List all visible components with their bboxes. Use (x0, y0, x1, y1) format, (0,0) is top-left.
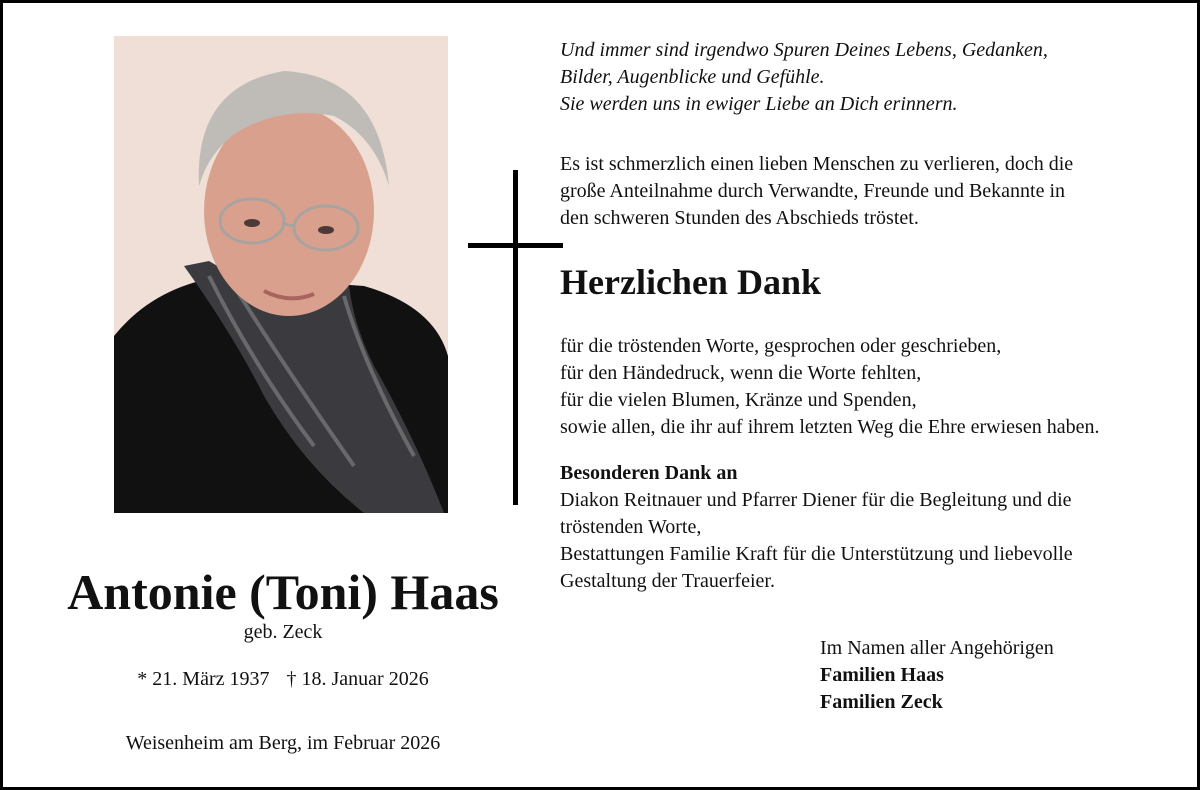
special-thanks-line: Gestaltung der Trauerfeier. (560, 570, 775, 592)
maiden-name: geb. Zeck (243, 621, 323, 643)
thanks-line: sowie allen, die ihr auf ihrem letzten Weg die Ehre erwiesen haben. (560, 416, 1100, 438)
cross-icon (468, 170, 563, 505)
poem-line: Sie werden uns in ewiger Liebe an Dich erinnern. (560, 93, 958, 115)
special-thanks-line: Bestattungen Familie Kraft für die Unterstützung und liebevolle (560, 543, 1073, 565)
special-thanks-title: Besonderen Dank an (560, 462, 738, 484)
intro-line: große Anteilnahme durch Verwandte, Freunde und Bekannte in (560, 180, 1066, 202)
poem-line: Und immer sind irgendwo Spuren Deines Lebens, Gedanken, (560, 39, 1048, 61)
thanks-heading: Herzlichen Dank (560, 262, 821, 302)
family-name: Familien Zeck (820, 691, 943, 713)
special-thanks-line: Diakon Reitnauer und Pfarrer Diener für die Begleitung und die (560, 489, 1072, 511)
family-name: Familien Haas (820, 664, 944, 686)
thanks-text (560, 333, 1099, 441)
thanks-line: für den Händedruck, wenn die Worte fehlten, (560, 362, 922, 384)
signature (820, 635, 1054, 716)
signature-intro: Im Namen aller Angehörigen (820, 637, 1054, 659)
death-date: † 18. Januar 2026 (286, 668, 429, 690)
birth-date: * 21. März 1937 (137, 668, 270, 690)
intro-line: Es ist schmerzlich einen lieben Menschen zu verlieren, doch die (560, 153, 1074, 175)
special-thanks-line: tröstenden Worte, (560, 516, 702, 538)
poem-line: Bilder, Augenblicke und Gefühle. (560, 66, 825, 88)
poem (560, 37, 1048, 118)
life-dates (3, 667, 563, 691)
intro-text (560, 151, 1073, 232)
portrait-photo (114, 36, 448, 513)
thanks-line: für die vielen Blumen, Kränze und Spenden, (560, 389, 917, 411)
thanks-line: für die tröstenden Worte, gesprochen oder geschrieben, (560, 335, 1002, 357)
intro-line: den schweren Stunden des Abschieds tröstet. (560, 207, 919, 229)
place-date: Weisenheim am Berg, im Februar 2026 (125, 732, 441, 754)
deceased-name: Antonie (Toni) Haas (67, 564, 499, 620)
special-thanks (560, 460, 1073, 595)
